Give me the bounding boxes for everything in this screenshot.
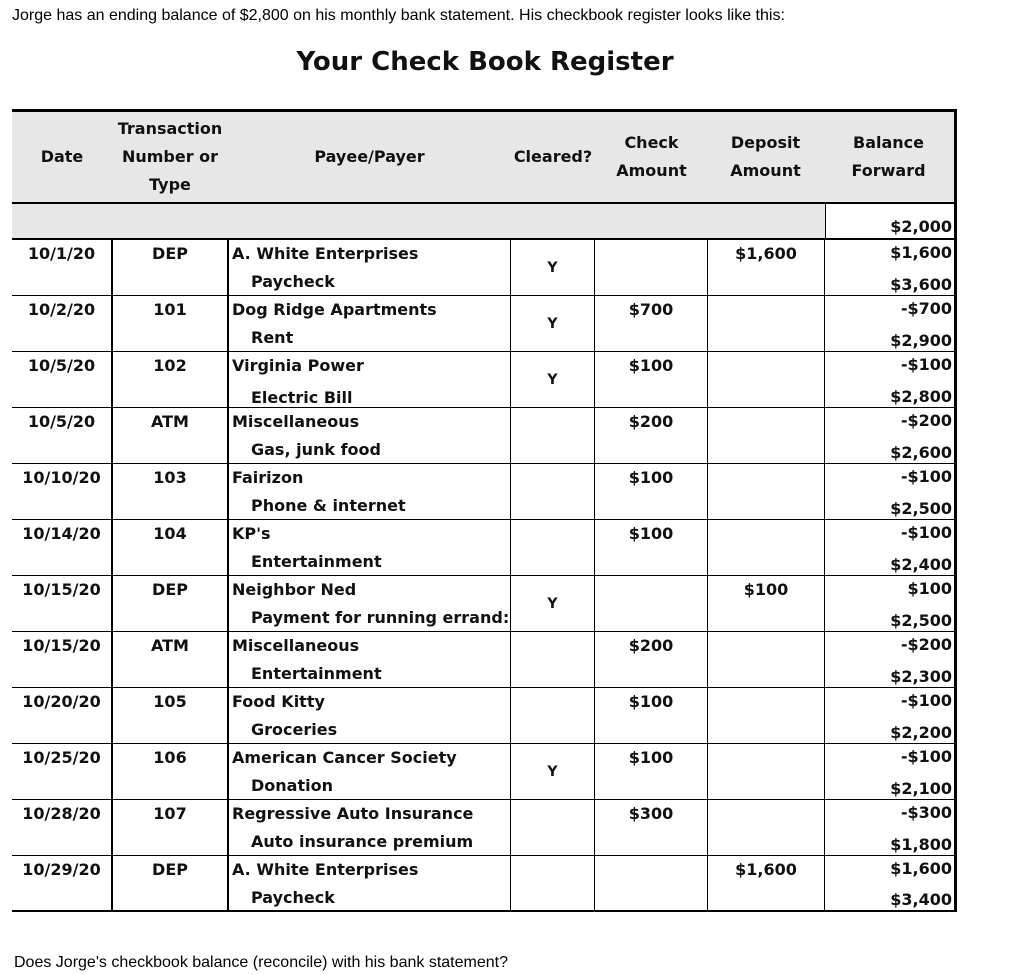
running-balance: $3,600: [890, 275, 952, 294]
cell-deposit-amount: [708, 408, 825, 463]
cell-deposit-amount: [708, 464, 825, 519]
header-transaction-number: Transaction Number or Type: [117, 119, 223, 194]
payee-memo: Groceries: [251, 720, 338, 739]
running-balance: $1,800: [890, 835, 952, 854]
payee-name: American Cancer Society: [232, 748, 457, 767]
cell-transaction-number: 102: [113, 352, 229, 407]
cell-cleared: [511, 520, 595, 575]
cell-cleared: [511, 800, 595, 855]
balance-change: -$200: [900, 635, 952, 654]
cell-balance: [825, 744, 954, 799]
payee-memo: Rent: [251, 328, 294, 347]
cell-check-amount: $100: [595, 352, 708, 407]
cell-payee: [229, 240, 511, 295]
intro-text: Jorge has an ending balance of $2,800 on his monthly bank statement. His checkbook register looks like this:: [12, 7, 785, 24]
cell-deposit-amount: [708, 744, 825, 799]
cell-payee: [229, 632, 511, 687]
payee-name: Regressive Auto Insurance: [232, 804, 474, 823]
question-text: Does Jorge's checkbook balance (reconcile) with his bank statement?: [14, 954, 508, 971]
cell-balance: [825, 240, 954, 295]
table-row: [12, 352, 954, 408]
balance-change: -$700: [900, 299, 952, 318]
cell-payee: [229, 520, 511, 575]
cell-payee: [229, 296, 511, 351]
cell-date: 10/20/20: [12, 688, 113, 743]
cell-transaction-number: ATM: [113, 632, 229, 687]
cell-check-amount: $700: [595, 296, 708, 351]
payee-memo: Payment for running errand:: [251, 608, 510, 627]
balance-change: -$100: [900, 691, 952, 710]
cell-date: 10/2/20: [12, 296, 113, 351]
running-balance: $2,500: [890, 499, 952, 518]
cell-payee: [229, 352, 511, 407]
table-row: [12, 296, 954, 352]
cell-cleared: Y: [511, 744, 595, 799]
cell-check-amount: $100: [595, 688, 708, 743]
cell-date: 10/29/20: [12, 856, 113, 910]
header-date: Date: [40, 147, 84, 166]
opening-balance: $2,000: [890, 217, 952, 236]
running-balance: $2,800: [890, 387, 952, 406]
header-deposit-amount: Deposit Amount: [730, 133, 801, 180]
table-row: [12, 576, 954, 632]
cell-deposit-amount: [708, 632, 825, 687]
payee-memo: Auto insurance premium: [251, 832, 474, 851]
cell-date: 10/14/20: [12, 520, 113, 575]
payee-name: KP's: [232, 524, 271, 543]
balance-change: $100: [907, 579, 952, 598]
running-balance: $2,500: [890, 611, 952, 630]
cell-check-amount: $200: [595, 408, 708, 463]
cell-check-amount: $100: [595, 520, 708, 575]
header-check-amount: Check Amount: [616, 133, 687, 180]
cell-deposit-amount: $1,600: [708, 240, 825, 295]
table-row: [12, 688, 954, 744]
cell-deposit-amount: [708, 688, 825, 743]
cell-date: 10/10/20: [12, 464, 113, 519]
table-row: [12, 800, 954, 856]
cell-check-amount: $300: [595, 800, 708, 855]
cell-date: 10/15/20: [12, 576, 113, 631]
cell-payee: [229, 744, 511, 799]
payee-name: A. White Enterprises: [232, 244, 419, 263]
running-balance: $2,600: [890, 443, 952, 462]
balance-change: -$100: [900, 747, 952, 766]
table-row: [12, 408, 954, 464]
cell-balance: [825, 408, 954, 463]
cell-transaction-number: 105: [113, 688, 229, 743]
cell-cleared: [511, 856, 595, 910]
table-row: [12, 520, 954, 576]
running-balance: $2,200: [890, 723, 952, 742]
cell-payee: [229, 464, 511, 519]
cell-check-amount: $200: [595, 632, 708, 687]
balance-change: -$100: [900, 467, 952, 486]
payee-memo: Paycheck: [251, 272, 335, 291]
check-register-table: [12, 109, 957, 912]
cell-balance: [825, 632, 954, 687]
payee-name: Miscellaneous: [232, 636, 360, 655]
cell-transaction-number: ATM: [113, 408, 229, 463]
cell-check-amount: [595, 576, 708, 631]
cell-transaction-number: 107: [113, 800, 229, 855]
cell-cleared: [511, 688, 595, 743]
cell-balance: [825, 576, 954, 631]
cell-balance: [825, 800, 954, 855]
table-row: [12, 632, 954, 688]
running-balance: $2,100: [890, 779, 952, 798]
payee-name: Miscellaneous: [232, 412, 360, 431]
cell-payee: [229, 800, 511, 855]
payee-name: Dog Ridge Apartments: [232, 300, 437, 319]
cell-deposit-amount: $100: [708, 576, 825, 631]
payee-memo: Entertainment: [251, 552, 382, 571]
cell-transaction-number: 101: [113, 296, 229, 351]
table-row: [12, 744, 954, 800]
cell-balance: [825, 464, 954, 519]
header-balance-forward: Balance Forward: [851, 133, 926, 180]
payee-memo: Donation: [251, 776, 333, 795]
cell-cleared: [511, 464, 595, 519]
cell-deposit-amount: [708, 296, 825, 351]
register-rows: [12, 240, 957, 912]
page-title: Your Check Book Register: [296, 47, 674, 77]
balance-change: -$100: [900, 355, 952, 374]
cell-check-amount: $100: [595, 744, 708, 799]
payee-name: Food Kitty: [232, 692, 325, 711]
balance-change: -$100: [900, 523, 952, 542]
header-cleared: Cleared?: [513, 147, 593, 166]
cell-balance: [825, 296, 954, 351]
cell-date: 10/25/20: [12, 744, 113, 799]
cell-check-amount: $100: [595, 464, 708, 519]
table-row: [12, 856, 954, 912]
cell-payee: [229, 576, 511, 631]
cell-transaction-number: 103: [113, 464, 229, 519]
cell-transaction-number: DEP: [113, 240, 229, 295]
cell-balance: [825, 520, 954, 575]
table-row: [12, 240, 954, 296]
cell-date: 10/15/20: [12, 632, 113, 687]
cell-deposit-amount: [708, 352, 825, 407]
cell-cleared: Y: [511, 296, 595, 351]
payee-memo: Entertainment: [251, 664, 382, 683]
opening-balance-row: [12, 204, 957, 240]
cell-transaction-number: DEP: [113, 576, 229, 631]
cell-cleared: [511, 408, 595, 463]
balance-change: -$200: [900, 411, 952, 430]
cell-balance: [825, 688, 954, 743]
payee-memo: Paycheck: [251, 888, 335, 907]
payee-name: A. White Enterprises: [232, 860, 419, 879]
payee-memo: Electric Bill: [251, 388, 353, 407]
cell-cleared: [511, 632, 595, 687]
cell-transaction-number: DEP: [113, 856, 229, 910]
payee-name: Fairizon: [232, 468, 304, 487]
cell-transaction-number: 106: [113, 744, 229, 799]
payee-memo: Gas, junk food: [251, 440, 381, 459]
table-header: [12, 109, 957, 204]
cell-payee: [229, 688, 511, 743]
cell-cleared: Y: [511, 576, 595, 631]
cell-date: 10/28/20: [12, 800, 113, 855]
table-row: [12, 464, 954, 520]
running-balance: $2,900: [890, 331, 952, 350]
cell-date: 10/5/20: [12, 408, 113, 463]
header-payee: Payee/Payer: [314, 147, 425, 166]
payee-memo: Phone & internet: [251, 496, 406, 515]
running-balance: $2,300: [890, 667, 952, 686]
payee-name: Neighbor Ned: [232, 580, 357, 599]
running-balance: $3,400: [890, 890, 952, 909]
cell-check-amount: [595, 856, 708, 910]
cell-payee: [229, 408, 511, 463]
payee-name: Virginia Power: [232, 356, 364, 375]
balance-change: -$300: [900, 803, 952, 822]
balance-change: $1,600: [890, 859, 952, 878]
cell-date: 10/5/20: [12, 352, 113, 407]
cell-deposit-amount: [708, 520, 825, 575]
cell-transaction-number: 104: [113, 520, 229, 575]
cell-date: 10/1/20: [12, 240, 113, 295]
cell-check-amount: [595, 240, 708, 295]
cell-cleared: Y: [511, 352, 595, 407]
cell-payee: [229, 856, 511, 910]
cell-deposit-amount: [708, 800, 825, 855]
cell-deposit-amount: $1,600: [708, 856, 825, 910]
balance-change: $1,600: [890, 243, 952, 262]
running-balance: $2,400: [890, 555, 952, 574]
cell-cleared: Y: [511, 240, 595, 295]
cell-balance: [825, 856, 954, 910]
cell-balance: [825, 352, 954, 407]
